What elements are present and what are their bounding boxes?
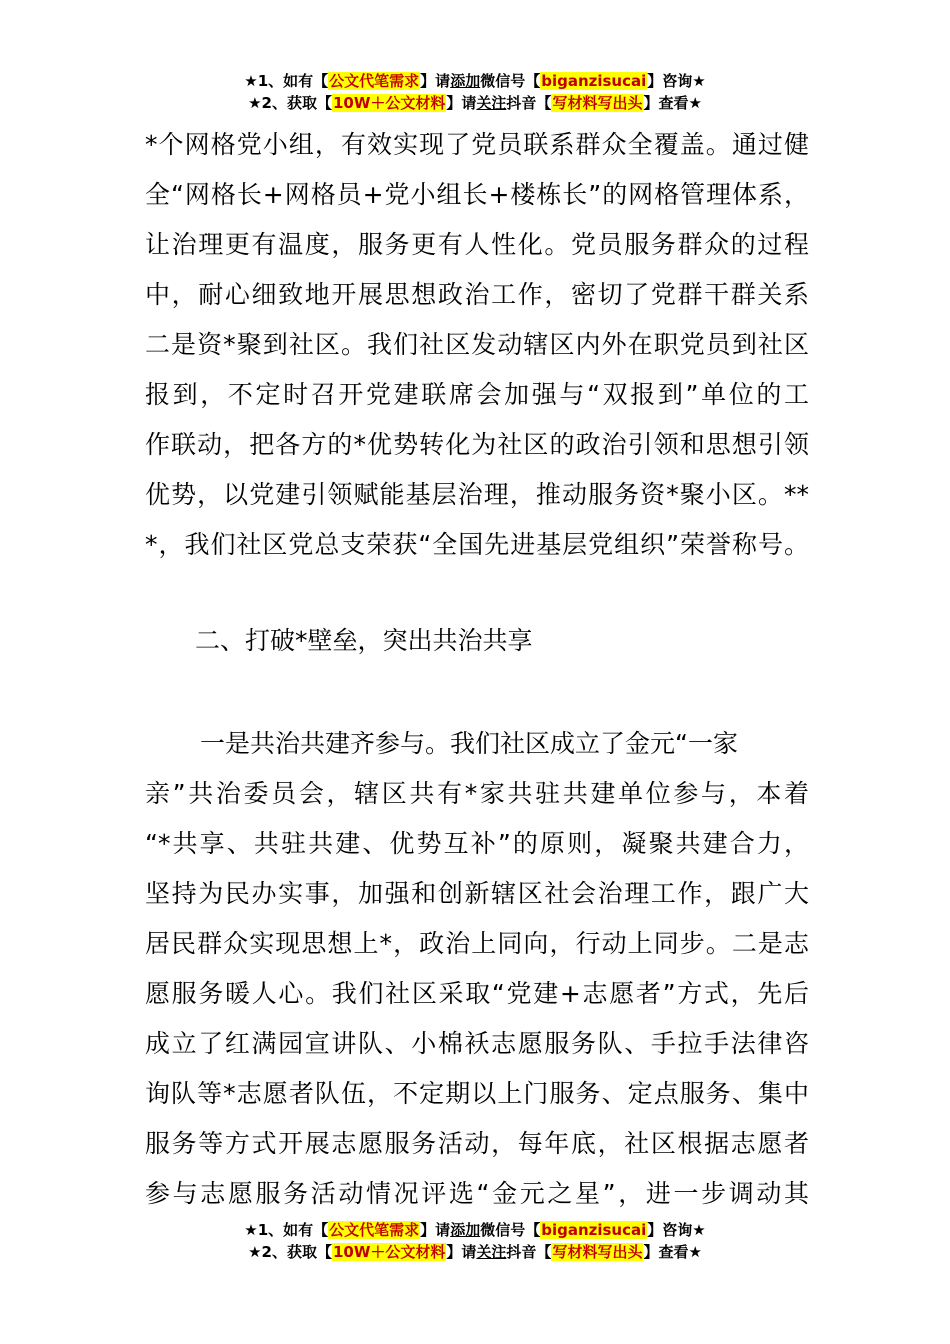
banner-line-1 — [0, 70, 950, 92]
footer-banner — [0, 1219, 950, 1263]
text-line: 优势，以党建引领赋能基层治理，推动服务资*聚小区。** — [145, 480, 809, 509]
banner-text: 】咨询★ — [647, 72, 706, 90]
text-line: 成立了红满园宣讲队、小棉袄志愿服务队、手拉手法律咨 — [145, 1029, 809, 1058]
banner-highlight-materials: 10W＋公文材料 — [332, 1243, 446, 1261]
banner-text: ★1、如有【 — [244, 72, 329, 90]
banner-text: 】请 — [420, 72, 451, 90]
header-banner — [0, 70, 950, 114]
banner-text: 】请 — [446, 1243, 477, 1261]
banner-highlight-wechat-id: biganzisucai — [541, 1221, 647, 1239]
banner-highlight-service: 公文代笔需求 — [329, 1221, 420, 1239]
banner-highlight-materials: 10W＋公文材料 — [332, 94, 446, 112]
banner-text: 微信号【 — [480, 72, 541, 90]
banner-line-2 — [0, 1241, 950, 1263]
text-line: 作联动，把各方的*优势转化为社区的政治引领和思想引领 — [145, 430, 809, 459]
banner-underline-follow: 关注 — [476, 94, 507, 112]
banner-line-1 — [0, 1219, 950, 1241]
paragraph-block-1 — [145, 120, 809, 570]
banner-highlight-wechat-id: biganzisucai — [541, 72, 647, 90]
text-line: 服务等方式开展志愿服务活动，每年底，社区根据志愿者 — [145, 1129, 809, 1158]
banner-text: 】请 — [446, 94, 477, 112]
banner-text: 抖音【 — [506, 94, 552, 112]
banner-line-2 — [0, 92, 950, 114]
banner-underline-follow: 关注 — [476, 1243, 507, 1261]
text-line: 询队等*志愿者队伍，不定期以上门服务、定点服务、集中 — [145, 1079, 809, 1108]
text-line: 全“网格长+网格员+党小组长+楼栋长”的网格管理体系， — [145, 180, 809, 209]
text-line: 亲”共治委员会，辖区共有*家共驻共建单位参与，本着 — [145, 779, 809, 808]
text-line: 二是资*聚到社区。我们社区发动辖区内外在职党员到社区 — [145, 330, 809, 359]
text-line: 坚持为民办实事，加强和创新辖区社会治理工作，跟广大 — [145, 879, 809, 908]
banner-underline-add: 添加 — [450, 1221, 481, 1239]
text-line: 报到，不定时召开党建联席会加强与“双报到”单位的工 — [145, 380, 809, 409]
banner-text: 抖音【 — [506, 1243, 552, 1261]
text-line: 中，耐心细致地开展思想政治工作，密切了党群干群关系 — [145, 280, 809, 309]
banner-text: ★1、如有【 — [244, 1221, 329, 1239]
banner-highlight-service: 公文代笔需求 — [329, 72, 420, 90]
banner-text: ★2、获取【 — [248, 1243, 332, 1261]
text-line: 愿服务暖人心。我们社区采取“党建+志愿者”方式，先后 — [145, 979, 809, 1008]
banner-text: 】咨询★ — [647, 1221, 706, 1239]
banner-text: 】查看★ — [643, 94, 702, 112]
text-line: 居民群众实现思想上*，政治上同向，行动上同步。二是志 — [145, 929, 809, 958]
text-line: *，我们社区党总支荣获“全国先进基层党组织”荣誉称号。 — [145, 530, 809, 559]
banner-text: 】请 — [420, 1221, 451, 1239]
text-line: “*共享、共驻共建、优势互补”的原则，凝聚共建合力， — [145, 829, 809, 858]
text-line: 让治理更有温度，服务更有人性化。党员服务群众的过程 — [145, 230, 809, 259]
banner-highlight-douyin: 写材料写出头 — [552, 1243, 643, 1261]
banner-text: 微信号【 — [480, 1221, 541, 1239]
banner-highlight-douyin: 写材料写出头 — [552, 94, 643, 112]
banner-underline-add: 添加 — [450, 72, 481, 90]
banner-text: ★2、获取【 — [248, 94, 332, 112]
section-heading: 二、打破*壁垒，突出共治共享 — [195, 626, 533, 655]
banner-text: 】查看★ — [643, 1243, 702, 1261]
paragraph-block-2 — [145, 719, 809, 1219]
text-line: *个网格党小组，有效实现了党员联系群众全覆盖。通过健 — [145, 130, 809, 159]
text-line: 参与志愿服务活动情况评选“金元之星”，进一步调动其 — [145, 1179, 809, 1208]
text-line: 一是共治共建齐参与。我们社区成立了金元“一家 — [200, 729, 738, 758]
